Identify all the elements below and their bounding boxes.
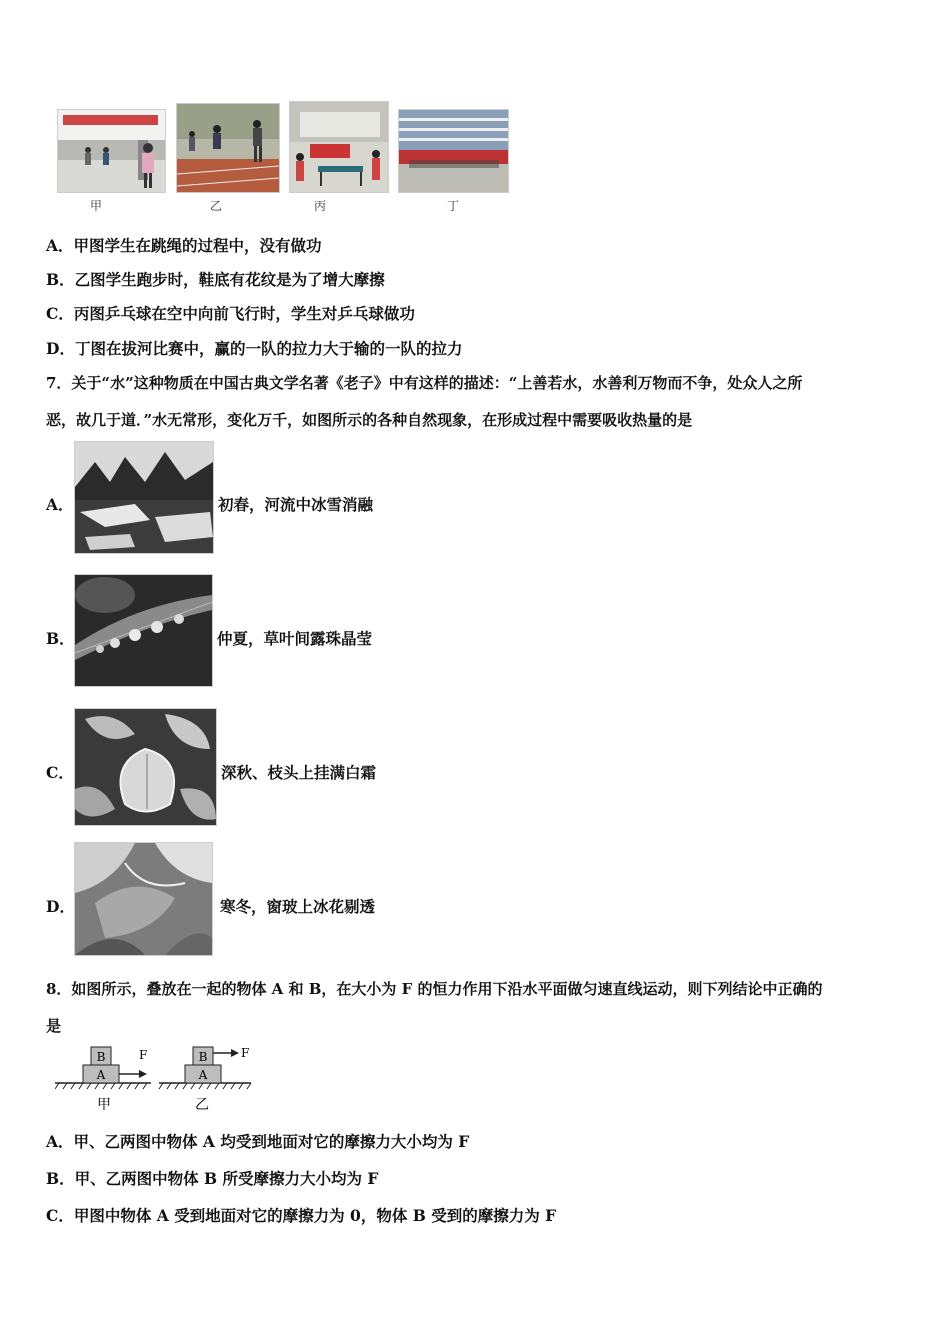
q7-option-a-text: 初春，河流中冰雪消融 — [218, 495, 374, 514]
q6-option-c-label: C． — [46, 304, 74, 323]
table-tennis-image — [290, 102, 388, 192]
q8-option-c-label: C． — [46, 1206, 74, 1225]
q7-option-b-label: B． — [46, 629, 75, 648]
block-a-jia-label: A — [96, 1068, 106, 1082]
q6-option-c-text: 丙图乒乓球在空中向前飞行时，学生对乒乓球做功 — [73, 304, 415, 323]
q8-option-c-text: 甲图中物体 A 受到地面对它的摩擦力为 0，物体 B 受到的摩擦力为 F — [73, 1206, 557, 1225]
photo-running — [176, 103, 280, 193]
diagram-jia — [55, 1047, 151, 1113]
q8-option-a — [46, 1132, 469, 1152]
frost-leaves-image — [75, 709, 216, 825]
q6-option-d — [46, 339, 462, 359]
force-jia-label: F — [139, 1048, 148, 1062]
q6-option-a — [46, 236, 322, 256]
q6-option-c — [46, 304, 415, 324]
q8-option-a-label: A． — [46, 1132, 74, 1151]
photo-jump-rope — [57, 109, 166, 193]
photo-caption-jia: 甲 — [90, 199, 103, 213]
force-yi-label: F — [241, 1046, 250, 1060]
photo-table-tennis — [289, 101, 389, 193]
photo-dew-drops — [74, 574, 213, 687]
running-image — [177, 104, 279, 192]
q7-option-d-text: 寒冬，窗玻上冰花剔透 — [220, 897, 376, 916]
q7-stem-line1: 7．关于“水”这种物质在中国古典文学名著《老子》中有这样的描述：“上善若水，水善利万物而不争，处众人之所 — [46, 374, 803, 392]
q7-option-c-label: C． — [46, 763, 74, 782]
q6-option-a-text: 甲图学生在跳绳的过程中，没有做功 — [73, 236, 322, 255]
q6-option-d-text: 丁图在拔河比赛中，赢的一队的拉力大于输的一队的拉力 — [74, 339, 463, 358]
ice-flowers-image — [75, 843, 212, 955]
q6-option-d-label: D． — [46, 339, 75, 358]
diagram-yi — [159, 1046, 251, 1113]
photo-ice-melting — [74, 441, 214, 554]
photo-caption-bing: 丙 — [314, 199, 327, 213]
q7-stem-line2: 恶，故几于道．”水无常形，变化万千，如图所示的各种自然现象，在形成过程中需要吸收热量的是 — [46, 411, 693, 429]
q8-option-b — [46, 1169, 378, 1189]
q8-option-b-text: 甲、乙两图中物体 B 所受摩擦力大小均为 F — [74, 1169, 379, 1188]
q8-stem-line1: 8．如图所示，叠放在一起的物体 A 和 B，在大小为 F 的恒力作用下沿水平面做匀速直线运动，则下列结论中正确的 — [46, 980, 823, 998]
q8-option-a-text: 甲、乙两图中物体 A 均受到地面对它的摩擦力大小均为 F — [73, 1132, 470, 1151]
diagram-caption-jia: 甲 — [97, 1097, 111, 1113]
q7-option-d-label: D． — [46, 897, 75, 916]
q6-option-b — [46, 270, 385, 290]
ice-melting-image — [75, 442, 213, 553]
q7-option-b-text: 仲夏，草叶间露珠晶莹 — [217, 629, 373, 648]
tug-of-war-image — [399, 110, 508, 192]
q8-option-c — [46, 1206, 556, 1226]
dew-drops-image — [75, 575, 212, 686]
photo-frost-leaves — [74, 708, 217, 826]
photo-tug-of-war — [398, 109, 509, 193]
block-b-yi-label: B — [198, 1050, 208, 1064]
q6-option-b-label: B． — [46, 270, 75, 289]
jump-rope-image — [58, 110, 165, 192]
q8-option-b-label: B． — [46, 1169, 75, 1188]
q7-option-a-label: A． — [46, 495, 74, 514]
block-a-yi-label: A — [198, 1068, 208, 1082]
q8-force-diagram — [55, 1043, 265, 1113]
photo-ice-flowers — [74, 842, 213, 956]
diagram-caption-yi: 乙 — [195, 1097, 209, 1113]
block-b-jia-label: B — [96, 1050, 106, 1064]
photo-caption-ding: 丁 — [447, 199, 460, 213]
q8-stem-line2: 是 — [46, 1017, 62, 1035]
photo-caption-yi: 乙 — [210, 199, 223, 213]
q7-option-c-text: 深秋、枝头上挂满白霜 — [221, 763, 377, 782]
q6-option-a-label: A． — [46, 236, 74, 255]
q6-option-b-text: 乙图学生跑步时，鞋底有花纹是为了增大摩擦 — [74, 270, 385, 289]
